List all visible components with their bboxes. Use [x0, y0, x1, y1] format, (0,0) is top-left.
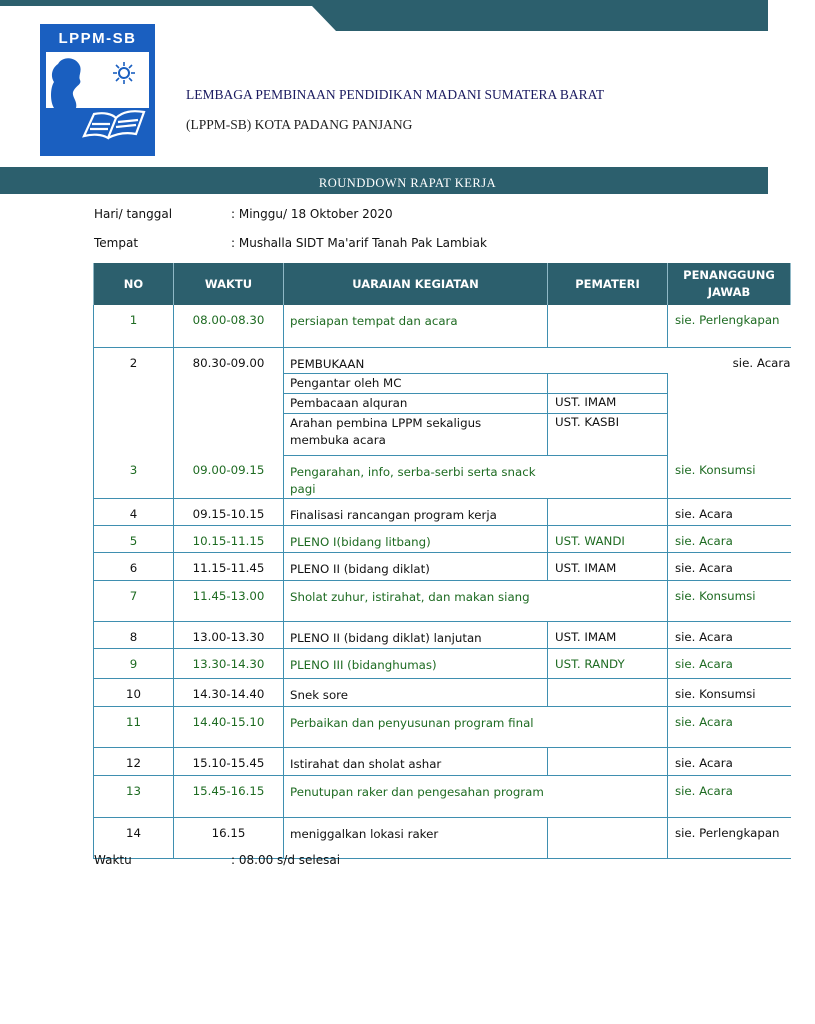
cell-kegiatan: PLENO III (bidanghumas): [284, 648, 548, 678]
cell-waktu: 09.00-09.15: [174, 455, 284, 498]
cell-waktu: 10.15-11.15: [174, 525, 284, 552]
cell-pemateri: [548, 305, 668, 347]
header-penanggung-jawab: PENANGGUNG JAWAB: [668, 263, 791, 305]
cell-waktu: 15.10-15.45: [174, 747, 284, 775]
cell-no: 5: [94, 525, 174, 552]
cell-kegiatan: Sholat zuhur, istirahat, dan makan siang: [284, 580, 668, 621]
cell-waktu: 16.15: [174, 817, 284, 858]
cell-pemateri: [548, 347, 668, 373]
cell-penanggung-jawab: sie. Konsumsi: [668, 580, 791, 621]
table-row: [94, 817, 791, 858]
sub-kegiatan: Pembacaan alquran: [284, 393, 548, 413]
table-row: [94, 347, 791, 373]
logo-text: LPPM-SB: [58, 30, 137, 47]
cell-no: 12: [94, 747, 174, 775]
rundown-table: [93, 263, 791, 859]
table-row: [94, 706, 791, 747]
cell-penanggung-jawab: sie. Acara: [668, 747, 791, 775]
cell-no: 3: [94, 455, 174, 498]
cell-penanggung-jawab: sie. Acara: [668, 552, 791, 580]
cell-kegiatan: PLENO II (bidang diklat) lanjutan: [284, 621, 548, 648]
cell-kegiatan: Perbaikan dan penyusunan program final: [284, 706, 668, 747]
cell-waktu: 13.30-14.30: [174, 648, 284, 678]
cell-pemateri: [548, 817, 668, 858]
organization-city: (LPPM-SB) KOTA PADANG PANJANG: [186, 117, 413, 132]
day-label: Hari/ tanggal: [94, 207, 173, 221]
place-label: Tempat: [94, 236, 139, 250]
cell-no: 9: [94, 648, 174, 678]
cell-no: 8: [94, 621, 174, 648]
day-value: : Minggu/ 18 Oktober 2020: [231, 207, 393, 221]
cell-kegiatan: PLENO II (bidang diklat): [284, 552, 548, 580]
table-row: [94, 678, 791, 706]
cell-pemateri: UST. IMAM: [548, 621, 668, 648]
cell-kegiatan: Pengarahan, info, serba-serbi serta snack pagi: [284, 455, 548, 498]
cell-penanggung-jawab: sie. Acara: [732, 355, 791, 370]
sub-pemateri: UST. IMAM: [548, 393, 668, 413]
table-row: [94, 775, 791, 817]
cell-waktu: 11.45-13.00: [174, 580, 284, 621]
cell-no: 7: [94, 580, 174, 621]
header-kegiatan: UARAIAN KEGIATAN: [284, 263, 548, 305]
cell-no: 14: [94, 817, 174, 858]
cell-penanggung-jawab: sie. Konsumsi: [668, 455, 791, 498]
cell-kegiatan: PEMBUKAAN: [290, 356, 365, 371]
cell-kegiatan: Penutupan raker dan pengesahan program: [284, 775, 668, 817]
header-pemateri: PEMATERI: [548, 263, 668, 305]
sub-kegiatan: Arahan pembina LPPM sekaligus membuka acara: [284, 413, 548, 455]
cell-no: 1: [94, 305, 174, 347]
cell-waktu: 80.30-09.00: [174, 347, 284, 455]
cell-kegiatan: Finalisasi rancangan program kerja: [284, 498, 548, 525]
table-row: [94, 621, 791, 648]
organization-logo: [40, 24, 155, 156]
cell-waktu: 11.15-11.45: [174, 552, 284, 580]
table-row: [94, 580, 791, 621]
cell-no: 6: [94, 552, 174, 580]
header-no: NO: [94, 263, 174, 305]
cell-waktu: 08.00-08.30: [174, 305, 284, 347]
table-row: [94, 305, 791, 347]
table-row: [94, 455, 791, 498]
cell-waktu: 15.45-16.15: [174, 775, 284, 817]
cell-penanggung-jawab: sie. Konsumsi: [668, 678, 791, 706]
cell-kegiatan: meniggalkan lokasi raker: [284, 817, 548, 858]
table-row: [94, 552, 791, 580]
document-title-bar: [0, 167, 768, 194]
cell-pemateri: UST. RANDY: [548, 648, 668, 678]
place-value: : Mushalla SIDT Ma'arif Tanah Pak Lambiak: [231, 236, 487, 250]
cell-waktu: 14.30-14.40: [174, 678, 284, 706]
footer-waktu-label: Waktu: [94, 853, 132, 867]
cell-no: 2: [94, 347, 174, 455]
cell-penanggung-jawab: sie. Acara: [668, 498, 791, 525]
cell-pemateri: [548, 498, 668, 525]
cell-no: 4: [94, 498, 174, 525]
cell-no: 13: [94, 775, 174, 817]
table-row: [94, 498, 791, 525]
cell-pemateri: UST. WANDI: [548, 525, 668, 552]
cell-no: 11: [94, 706, 174, 747]
footer-waktu-value: : 08.00 s/d selesai: [231, 853, 341, 867]
cell-penanggung-jawab: sie. Perlengkapan: [668, 305, 791, 347]
sub-pemateri: UST. KASBI: [548, 413, 668, 455]
cell-penanggung-jawab: sie. Acara: [668, 648, 791, 678]
cell-no: 10: [94, 678, 174, 706]
cell-penanggung-jawab: sie. Acara: [668, 621, 791, 648]
cell-kegiatan: Snek sore: [284, 678, 548, 706]
cell-penanggung-jawab: sie. Acara: [668, 525, 791, 552]
header-waktu: WAKTU: [174, 263, 284, 305]
table-header-row: [94, 263, 791, 305]
cell-kegiatan: PLENO I(bidang litbang): [284, 525, 548, 552]
cell-kegiatan: Istirahat dan sholat ashar: [284, 747, 548, 775]
cell-pemateri: [548, 747, 668, 775]
document-title: ROUNDDOWN RAPAT KERJA: [318, 176, 497, 190]
table-row: [94, 747, 791, 775]
cell-kegiatan: persiapan tempat dan acara: [284, 305, 548, 347]
table-row: [94, 525, 791, 552]
cell-pemateri: [548, 678, 668, 706]
sub-kegiatan: Pengantar oleh MC: [284, 373, 548, 393]
cell-waktu: 14.40-15.10: [174, 706, 284, 747]
cell-penanggung-jawab: sie. Acara: [668, 706, 791, 747]
cell-pemateri: [548, 455, 668, 498]
reader-book-icon: [40, 24, 155, 156]
cell-waktu: 09.15-10.15: [174, 498, 284, 525]
cell-penanggung-jawab: sie. Perlengkapan: [668, 817, 791, 858]
cell-pemateri: UST. IMAM: [548, 552, 668, 580]
cell-penanggung-jawab: sie. Acara: [668, 775, 791, 817]
cell-waktu: 13.00-13.30: [174, 621, 284, 648]
organization-name: LEMBAGA PEMBINAAN PENDIDIKAN MADANI SUMATERA BARAT: [186, 87, 605, 102]
table-row: [94, 648, 791, 678]
sub-pemateri: [548, 373, 668, 393]
